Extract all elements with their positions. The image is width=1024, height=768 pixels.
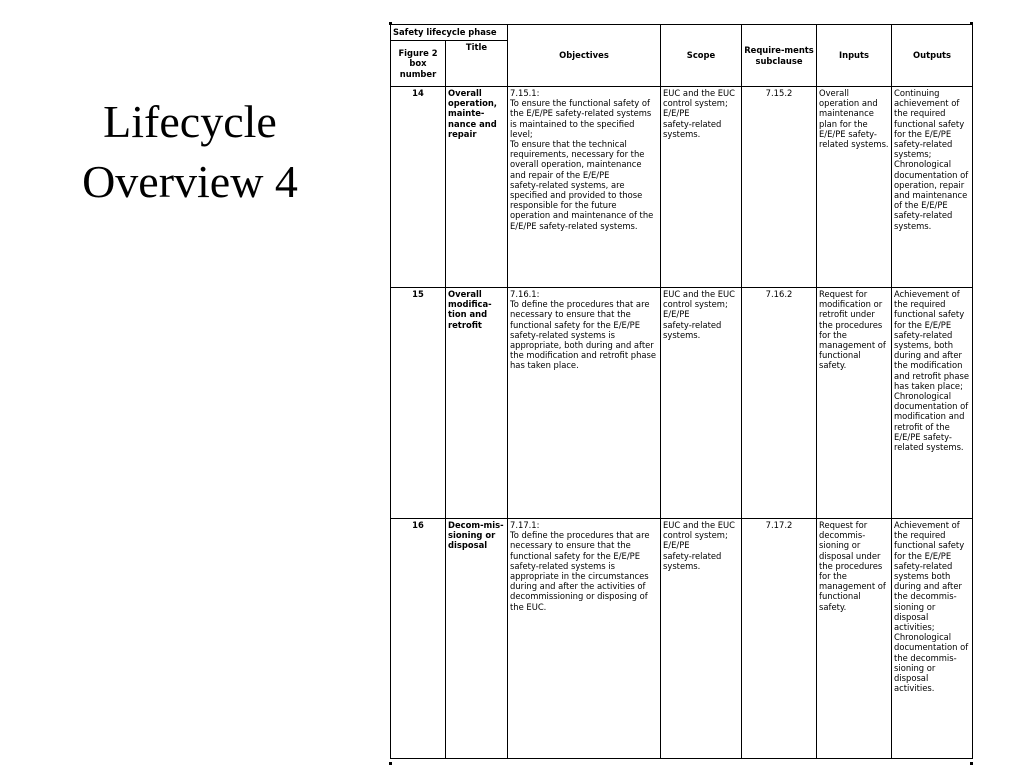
table-corner-mark — [389, 762, 392, 765]
row-title: Overall modifica-tion and retrofit — [446, 288, 508, 519]
table-row — [391, 519, 973, 759]
row-inputs: Overall operation and maintenance plan for the E/E/PE safety-related systems. — [817, 87, 892, 288]
group-header: Safety lifecycle phase — [391, 25, 508, 41]
header-scope: Scope — [661, 25, 742, 87]
header-title: Title — [446, 41, 508, 87]
row-box-number: 14 — [391, 87, 446, 288]
row-scope: EUC and the EUC control system; E/E/PE safety-related systems. — [661, 519, 742, 759]
slide-title-line-1: Lifecycle — [103, 96, 277, 147]
row-inputs: Request for decommis-sioning or disposal under the procedures for the management of functional safety. — [817, 519, 892, 759]
row-scope: EUC and the EUC control system; E/E/PE safety-related systems. — [661, 87, 742, 288]
header-clause: Require-ments subclause — [742, 25, 817, 87]
row-objectives: 7.15.1: To ensure the functional safety of the E/E/PE safety-related systems is maintained to the specified level; To ensure that the technical requirements, necessary for the overall operation, maintenance and repair of the E/E/PE safety-related systems, are specified and provided to those responsible for the future operation and maintenance of the E/E/PE safety-related systems. — [508, 87, 661, 288]
row-outputs: Achievement of the required functional safety for the E/E/PE safety-related systems both during and after the decommis-sioning or disposal activities; Chronological documentation of the decommis-sioning or disposal activities. — [892, 519, 973, 759]
table-row — [391, 87, 973, 288]
row-outputs: Achievement of the required functional safety for the E/E/PE safety-related systems, both during and after the modification and retrofit phase has taken place; Chronological documentation of modification and retrofit of the E/E/PE safety-related systems. — [892, 288, 973, 519]
row-clause: 7.17.2 — [742, 519, 817, 759]
row-objectives: 7.16.1: To define the procedures that are necessary to ensure that the functional safety for the E/E/PE safety-related systems is appropriate, both during and after the modification and retrofit phase has taken place. — [508, 288, 661, 519]
row-box-number: 15 — [391, 288, 446, 519]
row-title: Decom-mis-sioning or disposal — [446, 519, 508, 759]
slide-title — [30, 92, 350, 212]
row-scope: EUC and the EUC control system; E/E/PE safety-related systems. — [661, 288, 742, 519]
table-corner-mark — [389, 22, 392, 25]
table-corner-mark — [970, 762, 973, 765]
row-clause: 7.15.2 — [742, 87, 817, 288]
header-outputs: Outputs — [892, 25, 973, 87]
header-inputs: Inputs — [817, 25, 892, 87]
row-outputs: Continuing achievement of the required functional safety for the E/E/PE safety-related systems; Chronological documentation of operation, repair and maintenance of the E/E/PE safety-related systems. — [892, 87, 973, 288]
slide-title-line-2: Overview 4 — [82, 156, 298, 207]
lifecycle-phase-table — [390, 24, 973, 759]
row-clause: 7.16.2 — [742, 288, 817, 519]
table-corner-mark — [970, 22, 973, 25]
header-box-number: Figure 2 box number — [391, 41, 446, 87]
row-title: Overall operation, mainte-nance and repair — [446, 87, 508, 288]
header-objectives: Objectives — [508, 25, 661, 87]
table-row — [391, 288, 973, 519]
row-box-number: 16 — [391, 519, 446, 759]
row-inputs: Request for modification or retrofit under the procedures for the management of functional safety. — [817, 288, 892, 519]
row-objectives: 7.17.1: To define the procedures that are necessary to ensure that the functional safety for the E/E/PE safety-related systems is appropriate in the circumstances during and after the activities of decommissioning or disposing of the EUC. — [508, 519, 661, 759]
